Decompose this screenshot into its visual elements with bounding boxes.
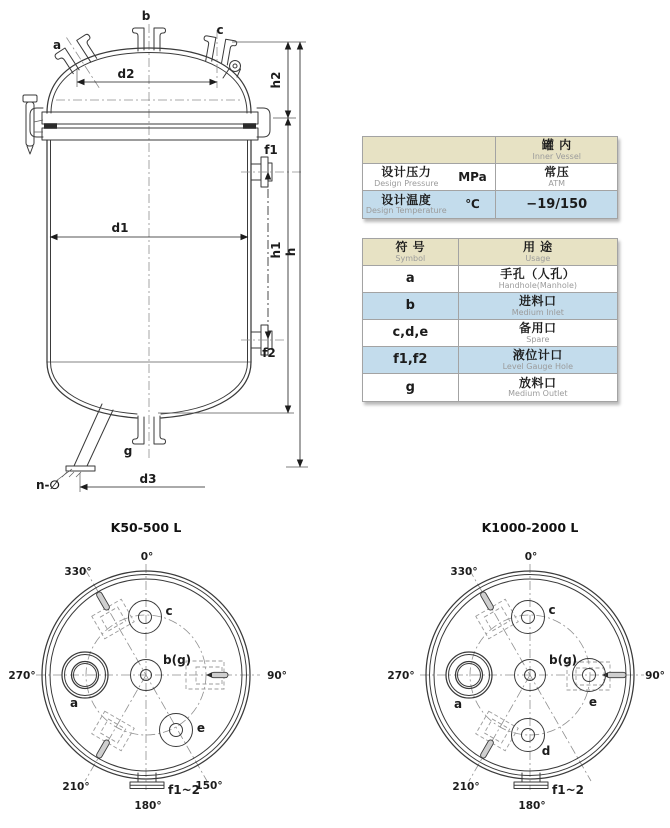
angle-label-330: 330° bbox=[450, 566, 478, 578]
angle-label-270: 270° bbox=[8, 670, 36, 682]
usage-b-en: Medium Inlet bbox=[511, 307, 564, 317]
angle-label-180: 180° bbox=[134, 800, 162, 812]
orientation-diagram-k50-500 bbox=[0, 518, 300, 818]
body-flange bbox=[30, 108, 270, 140]
orientation-left-title: K50-500 L bbox=[110, 520, 182, 535]
usage-f1f2-cn: 液位计口 bbox=[512, 348, 563, 362]
usage-cde-cn: 备用口 bbox=[519, 321, 557, 335]
nozzle-label-f: f1~2 bbox=[552, 783, 584, 797]
design-temperature-row bbox=[363, 191, 617, 218]
usage-g-en: Medium Outlet bbox=[508, 389, 568, 399]
nozzle-symbol-table bbox=[362, 238, 618, 402]
design-pressure-value-cn: 常压 bbox=[544, 165, 570, 179]
design-pressure-unit: MPa bbox=[458, 169, 487, 184]
label-nozzle-c: c bbox=[216, 23, 224, 37]
angle-label-0: 0° bbox=[524, 551, 538, 563]
vessel-centerlines bbox=[56, 24, 243, 458]
angle-label-90: 90° bbox=[645, 670, 665, 682]
inner-vessel-label-en: Inner Vessel bbox=[532, 151, 581, 161]
label-dim-h1: h1 bbox=[269, 241, 283, 259]
table-row bbox=[363, 374, 617, 401]
nozzle-f1 bbox=[241, 157, 303, 187]
symbol-cde: c,d,e bbox=[392, 325, 429, 341]
design-conditions-table bbox=[362, 136, 618, 219]
nozzle-label-a: a bbox=[453, 697, 463, 711]
nozzle-label-c: c bbox=[165, 604, 173, 618]
nozzle-label-bg: b(g) bbox=[163, 653, 192, 667]
design-temperature-label-cn: 设计温度 bbox=[381, 192, 432, 207]
design-temperature-unit: ℃ bbox=[465, 197, 480, 212]
vessel-elevation-drawing bbox=[0, 0, 340, 510]
nozzle-label-d: d bbox=[541, 744, 551, 758]
design-table-empty-cell bbox=[363, 137, 495, 163]
table-row bbox=[363, 320, 617, 347]
design-temperature-param-cell bbox=[363, 191, 495, 218]
label-nozzle-b: b bbox=[141, 9, 151, 23]
label-nozzle-f1: f1 bbox=[264, 143, 278, 157]
table-row bbox=[363, 266, 617, 293]
angle-label-270: 270° bbox=[387, 670, 415, 682]
table-row bbox=[363, 347, 617, 374]
design-temperature-value-cell bbox=[495, 191, 617, 218]
design-temperature-value: −19/150 bbox=[526, 196, 588, 212]
nozzle-label-bg: b(g) bbox=[549, 653, 578, 667]
label-nozzle-a: a bbox=[52, 38, 62, 52]
symbol-table-header-row bbox=[363, 239, 617, 266]
usage-g-cn: 放料口 bbox=[519, 375, 557, 390]
design-pressure-value-en: ATM bbox=[548, 178, 566, 188]
symbol-header-cell bbox=[363, 239, 458, 265]
design-pressure-value-cell bbox=[495, 164, 617, 190]
lifting-lug bbox=[223, 61, 241, 79]
symbol-header-en: Symbol bbox=[395, 253, 426, 263]
angle-label-210: 210° bbox=[62, 781, 90, 793]
nozzle-label-a: a bbox=[69, 696, 79, 710]
swing-bolt-clamp bbox=[23, 95, 43, 154]
inner-vessel-label-cn: 罐 内 bbox=[541, 138, 572, 152]
label-bolt-count: n-∅ bbox=[36, 478, 60, 492]
design-pressure-row bbox=[363, 164, 617, 191]
nozzle-label-f: f1~2 bbox=[168, 783, 200, 797]
angle-label-0: 0° bbox=[140, 551, 154, 563]
inner-vessel-header-cell bbox=[495, 137, 617, 163]
usage-b-cn: 进料口 bbox=[519, 294, 557, 308]
usage-header-cell bbox=[458, 239, 617, 265]
orientation-diagram-k1000-2000 bbox=[380, 518, 670, 818]
usage-f1f2-en: Level Gauge Hole bbox=[502, 361, 574, 371]
design-table-header-row bbox=[363, 137, 617, 164]
design-pressure-param-cell bbox=[363, 164, 495, 190]
usage-header-cn: 用 途 bbox=[522, 240, 553, 254]
symbol-header-cn: 符 号 bbox=[395, 240, 426, 254]
symbol-g: g bbox=[405, 379, 415, 395]
label-dim-h: h bbox=[284, 247, 298, 257]
label-nozzle-f2: f2 bbox=[262, 346, 276, 360]
dimension-lines bbox=[50, 42, 300, 487]
nozzle-label-c: c bbox=[548, 603, 556, 617]
angle-label-210: 210° bbox=[452, 781, 480, 793]
label-nozzle-g: g bbox=[123, 444, 133, 458]
label-dim-h2: h2 bbox=[269, 71, 283, 89]
usage-cde-en: Spare bbox=[526, 334, 550, 344]
nozzle-label-e: e bbox=[196, 721, 206, 735]
design-pressure-label-en: Design Pressure bbox=[374, 178, 439, 188]
label-dim-d1: d1 bbox=[111, 221, 129, 235]
support-leg bbox=[62, 404, 113, 477]
angle-label-330: 330° bbox=[64, 566, 92, 578]
symbol-b: b bbox=[405, 298, 415, 314]
usage-header-en: Usage bbox=[525, 253, 551, 263]
label-dim-d3: d3 bbox=[139, 472, 157, 486]
usage-a-cn: 手孔（人孔） bbox=[500, 267, 576, 281]
angle-label-150: 150° bbox=[195, 780, 223, 792]
table-row bbox=[363, 293, 617, 320]
design-temperature-label-en: Design Temperature bbox=[365, 206, 447, 216]
angle-label-180: 180° bbox=[518, 800, 546, 812]
symbol-f1f2: f1,f2 bbox=[393, 352, 428, 368]
usage-a-en: Handhole(Manhole) bbox=[498, 280, 578, 290]
extension-lines bbox=[56, 42, 308, 492]
design-pressure-label-cn: 设计压力 bbox=[381, 165, 432, 179]
angle-label-90: 90° bbox=[267, 670, 287, 682]
label-dim-d2: d2 bbox=[117, 67, 135, 81]
orientation-right-title: K1000-2000 L bbox=[481, 520, 579, 535]
nozzle-label-e: e bbox=[588, 695, 598, 709]
symbol-a: a bbox=[405, 271, 415, 287]
